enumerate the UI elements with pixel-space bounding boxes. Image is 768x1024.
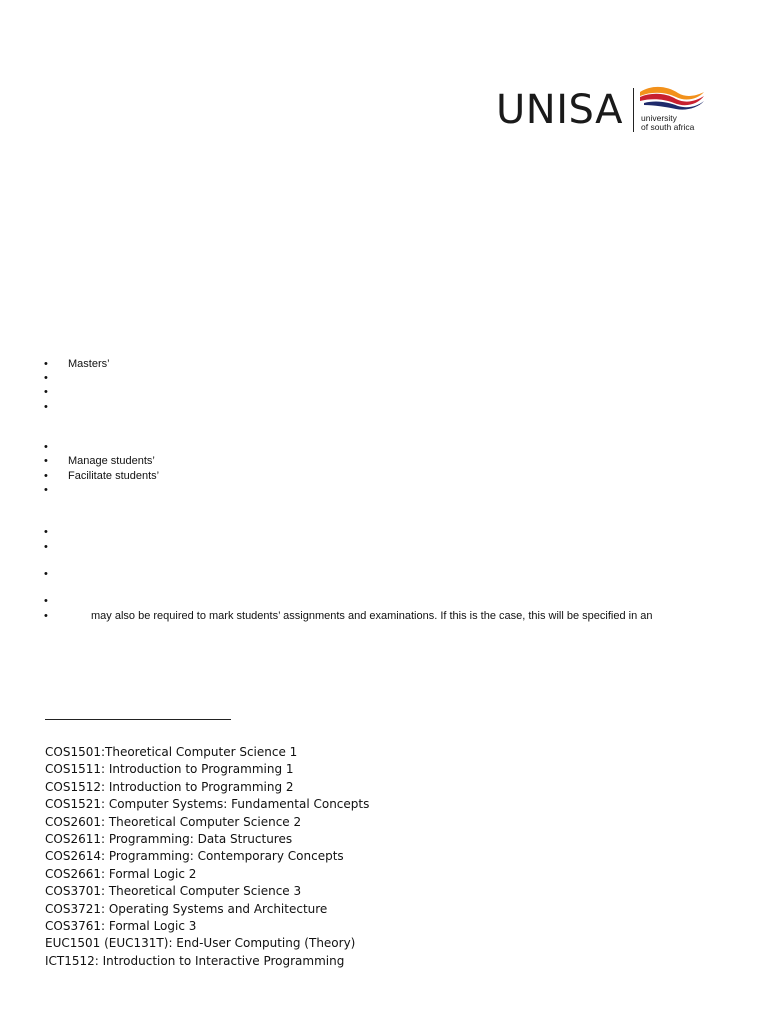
bullet-item <box>44 483 68 497</box>
bullet-glyph: • <box>44 568 48 580</box>
course-item: COS1511: Introduction to Programming 1 <box>45 762 294 777</box>
bullet-glyph: • <box>44 470 48 482</box>
logo-divider <box>633 88 634 132</box>
bullet-glyph: • <box>44 526 48 538</box>
course-item: COS2614: Programming: Contemporary Concepts <box>45 849 344 864</box>
bullet-glyph: • <box>44 372 48 384</box>
bullet-glyph: • <box>44 358 48 370</box>
bullet-item <box>44 385 68 399</box>
bullet-glyph: • <box>44 541 48 553</box>
bullet-glyph: • <box>44 595 48 607</box>
course-item: COS2601: Theoretical Computer Science 2 <box>45 814 302 829</box>
bullet-item <box>44 454 155 468</box>
course-item: COS3721: Operating Systems and Architecture <box>45 901 328 916</box>
bullet-item <box>44 567 68 581</box>
course-item: EUC1501 (EUC131T): End-User Computing (Theory) <box>45 936 356 951</box>
bullet-item <box>44 540 68 554</box>
course-item: COS1512: Introduction to Programming 2 <box>45 779 294 794</box>
footnote-separator <box>45 719 231 720</box>
bullet-item <box>44 525 68 539</box>
logo-subline <box>641 114 694 132</box>
bullet-item <box>44 371 68 385</box>
bullet-glyph: • <box>44 401 48 413</box>
logo-wordmark: UNISA <box>496 87 623 133</box>
bullet-glyph: • <box>44 386 48 398</box>
course-item: COS1501:Theoretical Computer Science 1 <box>45 745 298 759</box>
unisa-logo <box>496 84 711 140</box>
logo-subline-2: of south africa <box>641 122 695 132</box>
logo-subline-1: university <box>641 113 677 123</box>
course-item: ICT1512: Introduction to Interactive Programming <box>45 953 345 968</box>
bullet-item <box>44 594 68 608</box>
flag-swoosh-icon <box>638 84 706 110</box>
bullet-glyph: • <box>44 455 48 467</box>
bullet-item <box>44 469 159 483</box>
bullet-glyph: • <box>44 441 48 453</box>
bullet-text: Masters’ <box>68 358 110 370</box>
bullet-glyph: • <box>44 610 48 622</box>
bullet-text: may also be required to mark students’ assignments and examinations. If this is the case, this will be specified in an <box>91 610 653 622</box>
course-item: COS3701: Theoretical Computer Science 3 <box>45 884 302 899</box>
bullet-item <box>44 609 652 623</box>
course-item: COS1521: Computer Systems: Fundamental Concepts <box>45 797 370 812</box>
bullet-glyph: • <box>44 484 48 496</box>
bullet-text: Facilitate students’ <box>68 470 160 482</box>
bullet-item <box>44 400 68 414</box>
course-item: COS3761: Formal Logic 3 <box>45 919 197 934</box>
bullet-text: Manage students’ <box>68 455 155 467</box>
bullet-item <box>44 357 110 371</box>
course-list <box>45 744 369 970</box>
course-item: COS2661: Formal Logic 2 <box>45 866 197 881</box>
bullet-item <box>44 440 68 454</box>
course-item: COS2611: Programming: Data Structures <box>45 832 293 847</box>
